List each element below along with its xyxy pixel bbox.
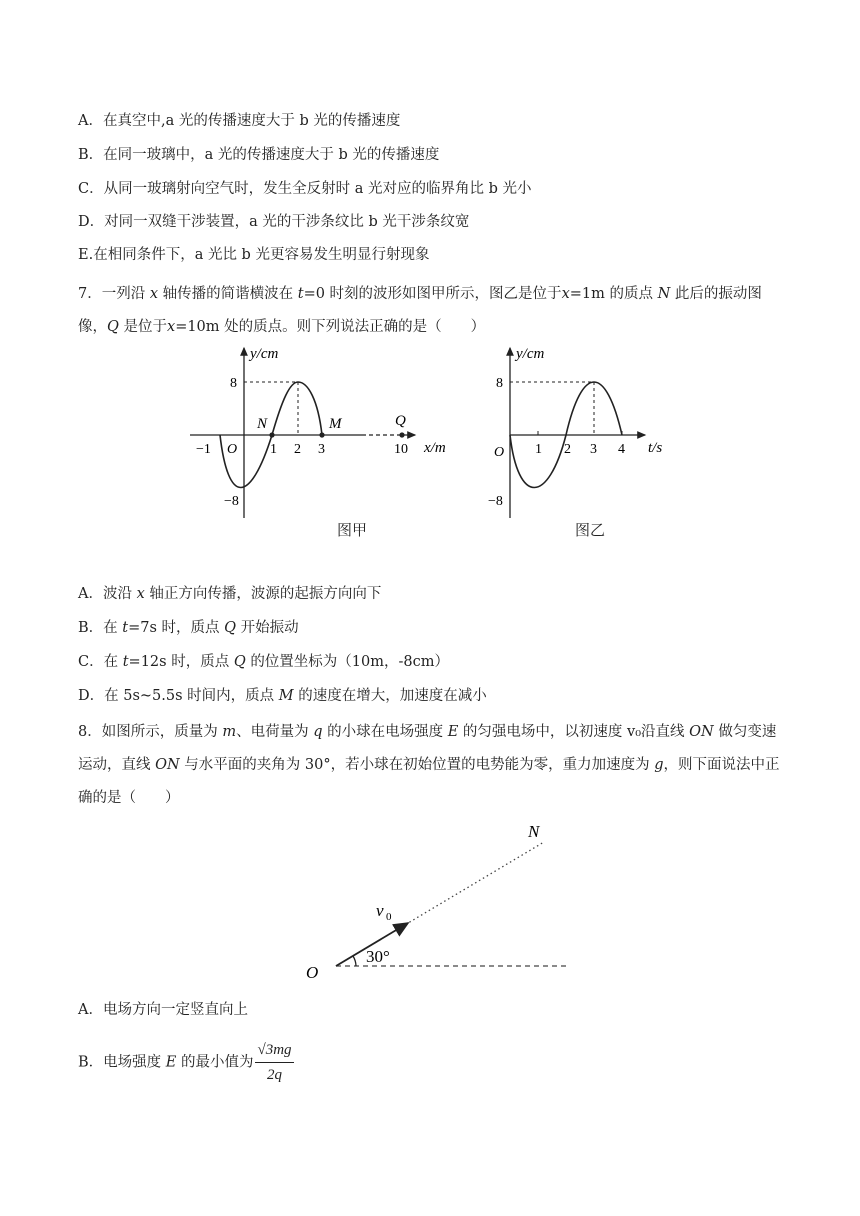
label-v0: v (376, 901, 384, 920)
point-q (399, 432, 404, 437)
caption-figure-a: 图甲 (337, 521, 368, 539)
label-n: N (257, 416, 268, 432)
tick-10: 10 (394, 442, 408, 457)
y-label: y/cm (516, 346, 545, 362)
q8-option-a: A．电场方向一定竖直向上 (78, 1002, 248, 1018)
caption-figure-b: 图乙 (575, 521, 606, 539)
q8-figure (300, 815, 580, 985)
point-m (319, 432, 324, 437)
q6-option-b: B．在同一玻璃中，a 光的传播速度大于 b 光的传播速度 (78, 147, 440, 163)
label-m: M (329, 416, 342, 432)
q8-stem: 8．如图所示，质量为 m、电荷量为 q 的小球在电场强度 E 的匀强电场中，以初速度 v₀沿直线 ON 做匀变速运动，直线 ON 与水平面的夹角为 30°，若小球在初始位置的电势能为零，重力加速度为 g，则下面说法中正确的是（ ） (78, 724, 780, 806)
q6-option-c: C．从同一玻璃射向空气时，发生全反射时 a 光对应的临界角比 b 光小 (78, 181, 532, 197)
tick-8: 8 (496, 376, 503, 391)
tick-minus8: −8 (224, 494, 239, 509)
tick-8: 8 (230, 376, 237, 391)
label-o: O (306, 963, 319, 982)
q6-option-e: E.在相同条件下，a 光比 b 光更容易发生明显行射现象 (78, 247, 430, 263)
q6-option-d: D．对同一双缝干涉装置，a 光的干涉条纹比 b 光干涉条纹宽 (78, 214, 470, 230)
fraction-min-e: $\frac{√3mg}{2q}$ (255, 1038, 293, 1087)
t-label: t/s (648, 440, 663, 456)
tick-minus8: −8 (488, 494, 503, 509)
tick-1: 1 (535, 442, 542, 457)
point-n (269, 432, 274, 437)
q7-stem: 7．一列沿 x 轴传播的简谐横波在 t=0 时刻的波形如图甲所示，图乙是位于x=1m 的质点 N 此后的振动图像，Q 是位于x=10m 处的质点。则下列说法正确的是（ ） (78, 286, 762, 335)
y-label: y/cm (250, 346, 279, 362)
x-label: x/m (424, 440, 446, 456)
angle-arc (353, 956, 356, 966)
tick-1: 1 (270, 442, 277, 457)
origin-label: O (227, 442, 238, 457)
q6-option-a: A．在真空中,a 光的传播速度大于 b 光的传播速度 (78, 113, 401, 129)
tick-3: 3 (318, 442, 325, 457)
tick-2: 2 (294, 442, 301, 457)
label-angle: 30° (366, 947, 390, 966)
tick-3: 3 (590, 442, 597, 457)
tick-4: 4 (618, 442, 625, 457)
wave-graph-figure-a (190, 340, 460, 520)
q7-option-a: A．波沿 x 轴正方向传播，波源的起振方向向下 (78, 586, 382, 602)
vibration-graph-figure-b (480, 340, 680, 520)
tick-minus1: −1 (196, 442, 211, 457)
tick-2: 2 (564, 442, 571, 457)
label-q: Q (395, 413, 406, 429)
label-v0-sub: 0 (386, 911, 392, 923)
q7-option-b: B．在 t=7s 时，质点 Q 开始振动 (78, 620, 299, 636)
q7-option-c: C．在 t=12s 时，质点 Q 的位置坐标为（10m，-8cm） (78, 654, 450, 670)
label-n: N (528, 822, 540, 841)
q8-option-b: B．电场强度 E 的最小值为 $\frac{√3mg}{2q}$ (78, 1038, 294, 1087)
origin-label: O (494, 445, 505, 460)
q7-option-d: D．在 5s~5.5s 时间内，质点 M 的速度在增大，加速度在减小 (78, 688, 487, 704)
